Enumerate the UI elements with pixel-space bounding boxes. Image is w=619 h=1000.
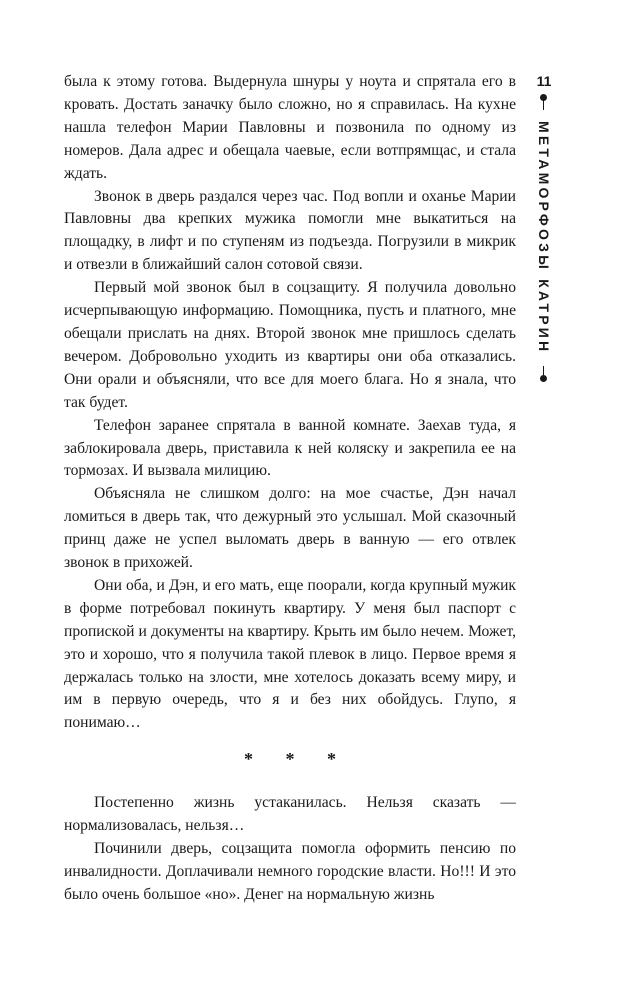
paragraph: Постепенно жизнь устаканилась. Нельзя сказать — нормализовалась, нельзя… [64, 794, 516, 835]
page-number: 11 [536, 73, 552, 89]
paragraph: была к этому готова. Выдернула шнуры у ноута и спрятала его в кровать. Достать заначку было сложно, но я справилась. На кухне нашла телефон Марии Павловны и позвонила по одному из номеров. Дала адрес и обещала чаевые, если вотпрямщас, и стала ждать. [64, 73, 516, 182]
paragraph: Они оба, и Дэн, и его мать, еще поорали, когда крупный мужик в форме потребовал покинуть квартиру. У меня был паспорт с пропиской и документы на квартиру. Крыть им было нечем. Может, это и хорошо, что я получила такой плевок в лицо. Первое время я держалась только на злости, мне хотелось доказать всему миру, и им в первую очередь, что я и без них обойдусь. Глупо, я понимаю… [64, 576, 516, 732]
body-text [64, 71, 516, 907]
paragraph: Первый мой звонок был в соцзащиту. Я получила довольно исчерпывающую информацию. Помощника, пусть и платного, мне обещали прислать на днях. Второй звонок мне пришлось сделать вечером. Добровольно уходить из квартиры они оба отказались. Они орали и объясняли, что все для моего блага. Но я знала, что так будет. [64, 279, 516, 411]
running-title-decoration [530, 96, 558, 380]
paragraph: Починили дверь, соцзащита помогла оформить пенсию по инвалидности. Доплачивали немного городские власти. Но!!! И это было очень большое «но». Денег на нормальную жизнь [64, 840, 516, 903]
paragraph: Объясняла не слишком долго: на мое счастье, Дэн начал ломиться в дверь так, что дежурный это услышал. Мой сказочный принц даже не успел выломать дверь в ванную — его отвлек звонок в прихожей. [64, 485, 516, 572]
running-title-dot-top [540, 94, 547, 101]
running-title-dot-bottom [540, 375, 547, 382]
running-title: МЕТАМОРФОЗЫ КАТРИН [532, 110, 556, 366]
section-separator: * * * [244, 749, 350, 770]
paragraph: Телефон заранее спрятала в ванной комнате. Заехав туда, я заблокировала дверь, приставила к ней коляску и закрепила ее на тормозах. И вызвала милицию. [64, 416, 516, 480]
paragraph: Звонок в дверь раздался через час. Под вопли и оханье Марии Павловны два крепких мужика помогли мне выкатиться на площадку, в лифт и по ступеням из подъезда. Погрузили в микрик и отвезли в ближайший салон сотовой связи. [64, 187, 516, 274]
